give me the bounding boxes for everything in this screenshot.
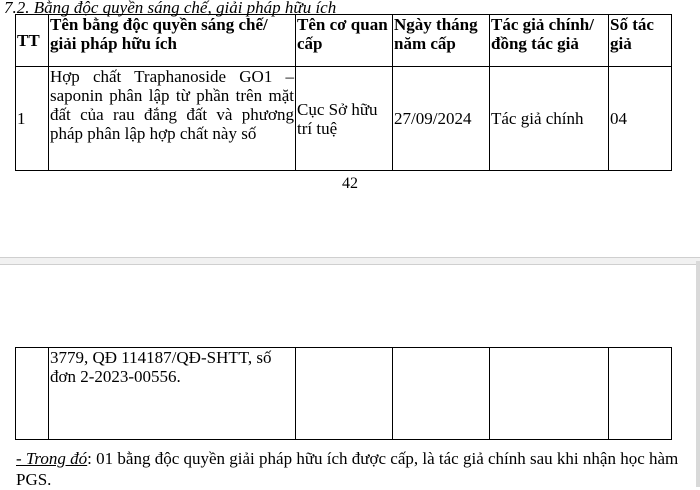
row-author: Tác giả chính xyxy=(490,67,609,171)
table-header-row xyxy=(16,15,672,67)
header-date: Ngày tháng năm cấp xyxy=(393,15,490,67)
table-row-continued xyxy=(16,348,672,440)
scrollbar[interactable] xyxy=(696,261,700,487)
header-agency: Tên cơ quan cấp xyxy=(296,15,393,67)
row-agency-cont xyxy=(296,348,393,440)
row-count-cont xyxy=(609,348,672,440)
row-count: 04 xyxy=(609,67,672,171)
footnote-text: : 01 bằng độc quyền giải pháp hữu ích được cấp, là tác giả chính sau khi nhận học hàm PGS. xyxy=(16,449,679,489)
page-separator xyxy=(0,257,700,265)
patent-table-continued xyxy=(15,347,672,440)
header-tt: TT xyxy=(16,15,49,67)
row-tt: 1 xyxy=(16,67,49,171)
patent-table xyxy=(15,14,672,171)
header-author: Tác giả chính/ đồng tác giả xyxy=(490,15,609,67)
header-count: Số tác giả xyxy=(609,15,672,67)
row-name: Hợp chất Traphanoside GO1 – saponin phân lập từ phần trên mặt đất của rau đắng đất và phương pháp phân lập hợp chất này số xyxy=(49,67,296,171)
footnote-prefix: - Trong đó xyxy=(16,449,88,468)
page-number: 42 xyxy=(342,175,358,192)
row-author-cont xyxy=(490,348,609,440)
row-date-cont xyxy=(393,348,490,440)
header-name: Tên bằng độc quyền sáng chế/ giải pháp hữu ích xyxy=(49,15,296,67)
section-title: 7.2. Bằng độc quyền sáng chế, giải pháp hữu ích xyxy=(4,0,337,17)
row-tt-cont xyxy=(16,348,49,440)
row-name-cont: 3779, QĐ 114187/QĐ-SHTT, số đơn 2-2023-00556. xyxy=(49,348,296,440)
row-date: 27/09/2024 xyxy=(393,67,490,171)
row-agency: Cục Sở hữu trí tuệ xyxy=(296,67,393,171)
footnote xyxy=(16,448,696,490)
table-row xyxy=(16,67,672,171)
